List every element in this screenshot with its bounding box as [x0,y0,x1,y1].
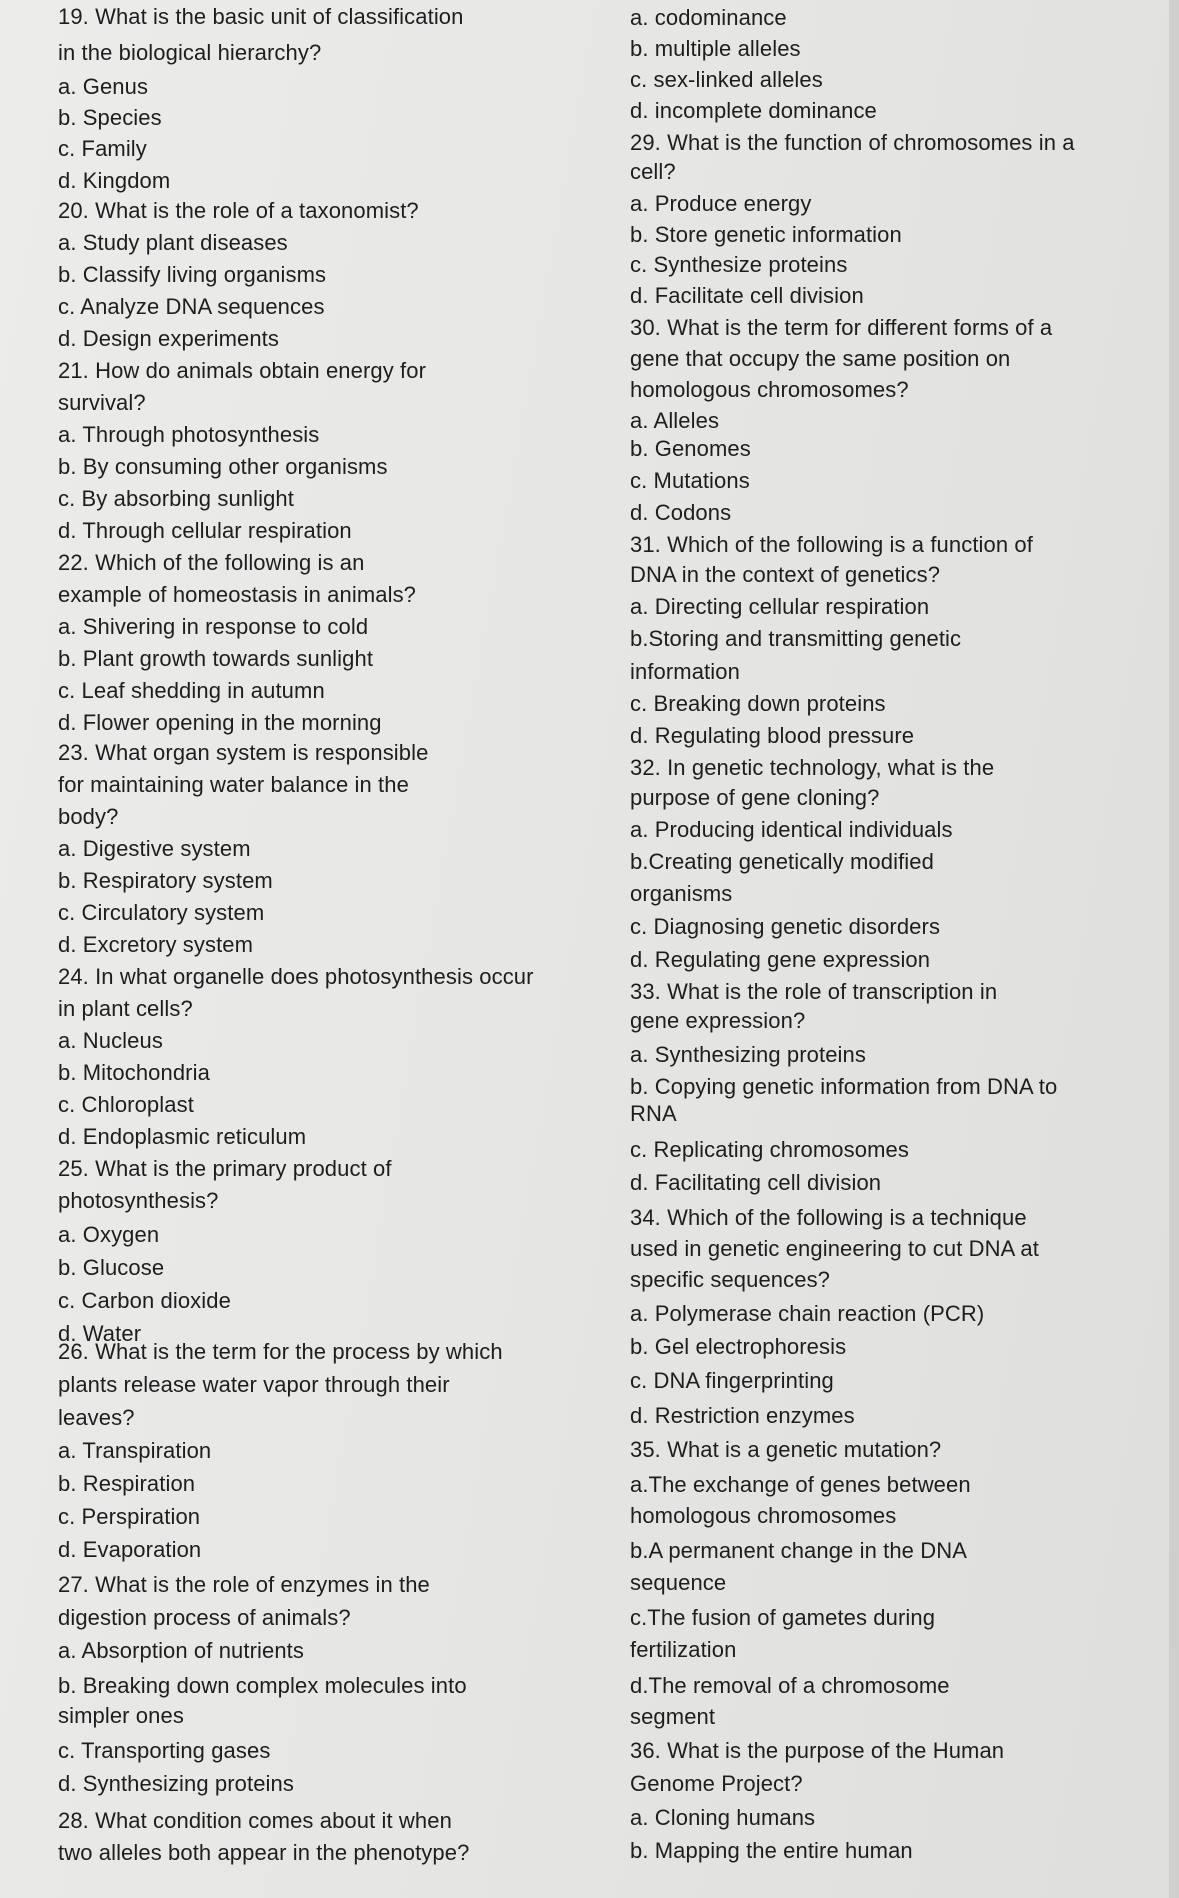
option-line: d. Facilitating cell division [630,1170,882,1195]
question-36-line-2: Genome Project? [630,1771,803,1796]
question-23-line-2: for maintaining water balance in the [58,772,409,797]
option-line: c. Family [58,136,147,161]
option-line: a. Polymerase chain reaction (PCR) [630,1301,985,1326]
option-line: a. Directing cellular respiration [630,594,930,619]
option-line: b. Genomes [630,436,751,461]
option-line: d. Evaporation [58,1537,202,1562]
question-26-line-2: plants release water vapor through their [58,1372,450,1397]
option-line: b. Copying genetic information from DNA to [630,1074,1058,1099]
option-line: b.Creating genetically modified [630,849,934,874]
option-line: b. multiple alleles [630,36,801,61]
question-26-line-1: 26. What is the term for the process by which [58,1339,503,1364]
option-line: a. codominance [630,5,787,30]
option-line: d. Restriction enzymes [630,1403,855,1428]
option-line: a. Oxygen [58,1222,160,1247]
question-22-line-1: 22. Which of the following is an [58,550,365,575]
option-line-continued: sequence [630,1570,727,1595]
option-line-continued: organisms [630,881,733,906]
option-line: d. Kingdom [58,168,171,193]
option-line: b. Mapping the entire human [630,1838,913,1863]
option-line: b. Classify living organisms [58,262,327,287]
option-line: a. Genus [58,74,149,99]
option-line: c. sex-linked alleles [630,67,823,92]
option-line: c. Analyze DNA sequences [58,294,325,319]
question-34-line-2: used in genetic engineering to cut DNA at [630,1236,1039,1261]
option-line: d. Water [58,1321,142,1346]
question-29-line-2: cell? [630,159,676,184]
option-line: d. Facilitate cell division [630,283,864,308]
option-line: d. Through cellular respiration [58,518,352,543]
option-line: b. Plant growth towards sunlight [58,646,374,671]
option-line: a. Absorption of nutrients [58,1638,304,1663]
question-24-line-1: 24. In what organelle does photosynthesis occur [58,964,534,989]
option-line: a. Producing identical individuals [630,817,953,842]
question-22-line-2: example of homeostasis in animals? [58,582,417,607]
question-30-line-2: gene that occupy the same position on [630,346,1011,371]
option-line: b. By consuming other organisms [58,454,388,479]
question-30-line-3: homologous chromosomes? [630,377,909,402]
question-25-line-1: 25. What is the primary product of [58,1156,392,1181]
question-28-line-1: 28. What condition comes about it when [58,1808,452,1833]
option-line: c. Chloroplast [58,1092,194,1117]
question-34-line-3: specific sequences? [630,1267,831,1292]
option-line: a. Synthesizing proteins [630,1042,866,1067]
option-line: d. Regulating gene expression [630,947,931,972]
question-33-line-2: gene expression? [630,1008,806,1033]
question-21-line-1: 21. How do animals obtain energy for [58,358,427,383]
option-line: c. Circulatory system [58,900,265,925]
question-33-line-1: 33. What is the role of transcription in [630,979,998,1004]
question-32-line-2: purpose of gene cloning? [630,785,880,810]
option-line: d. Design experiments [58,326,279,351]
option-line: a.The exchange of genes between [630,1472,971,1497]
option-line: c. Perspiration [58,1504,201,1529]
option-line: a. Through photosynthesis [58,422,320,447]
page-edge [1169,0,1179,1898]
option-line-continued: homologous chromosomes [630,1503,897,1528]
question-26-line-3: leaves? [58,1405,135,1430]
question-24-line-2: in plant cells? [58,996,193,1021]
question-21-line-2: survival? [58,390,146,415]
question-30-line-1: 30. What is the term for different forms of a [630,315,1053,340]
option-line: c. Synthesize proteins [630,252,848,277]
option-line: d. Regulating blood pressure [630,723,915,748]
option-line: c. Transporting gases [58,1738,271,1763]
option-line: b. Breaking down complex molecules into [58,1673,467,1698]
question-27-line-2: digestion process of animals? [58,1605,351,1630]
question-32-line-1: 32. In genetic technology, what is the [630,755,995,780]
option-line: b.A permanent change in the DNA [630,1538,967,1563]
option-line: b. Store genetic information [630,222,902,247]
question-29-line-1: 29. What is the function of chromosomes in a [630,130,1075,155]
question-27-line-1: 27. What is the role of enzymes in the [58,1572,430,1597]
option-line: a. Digestive system [58,836,251,861]
option-line: c. By absorbing sunlight [58,486,294,511]
option-line-continued: segment [630,1704,716,1729]
option-line: a. Alleles [630,408,720,433]
question-23-line-1: 23. What organ system is responsible [58,740,429,765]
option-line: b. Respiration [58,1471,196,1496]
question-36-line-1: 36. What is the purpose of the Human [630,1738,1005,1763]
question-28-line-2: two alleles both appear in the phenotype? [58,1840,470,1865]
option-line: a. Produce energy [630,191,812,216]
option-line-continued: information [630,659,740,684]
option-line: d. Excretory system [58,932,254,957]
option-line: d. Codons [630,500,732,525]
question-19-line-1: 19. What is the basic unit of classification [58,4,464,29]
option-line: simpler ones [58,1703,184,1728]
option-line: c.The fusion of gametes during [630,1605,936,1630]
option-line: d. incomplete dominance [630,98,877,123]
option-line: c. Carbon dioxide [58,1288,231,1313]
question-19-line-2: in the biological hierarchy? [58,40,322,65]
option-line: b. Mitochondria [58,1060,210,1085]
option-line: d. Synthesizing proteins [58,1771,294,1796]
question-20: 20. What is the role of a taxonomist? [58,198,419,223]
option-line: c. Mutations [630,468,750,493]
option-line: a. Cloning humans [630,1805,816,1830]
question-23-line-3: body? [58,804,119,829]
option-line: b. Species [58,105,162,130]
option-line: c. DNA fingerprinting [630,1368,834,1393]
option-line: b. Respiratory system [58,868,273,893]
question-34-line-1: 34. Which of the following is a technique [630,1205,1027,1230]
option-line: c. Replicating chromosomes [630,1137,909,1162]
question-25-line-2: photosynthesis? [58,1188,219,1213]
question-35: 35. What is a genetic mutation? [630,1437,942,1462]
option-line-continued: RNA [630,1101,677,1126]
option-line: a. Shivering in response to cold [58,614,369,639]
option-line: b. Gel electrophoresis [630,1334,847,1359]
option-line: d.The removal of a chromosome [630,1673,950,1698]
option-line: c. Leaf shedding in autumn [58,678,325,703]
option-line: a. Transpiration [58,1438,212,1463]
option-line: d. Flower opening in the morning [58,710,382,735]
option-line: d. Endoplasmic reticulum [58,1124,307,1149]
option-line: c. Breaking down proteins [630,691,886,716]
option-line-continued: fertilization [630,1637,737,1662]
option-line: b.Storing and transmitting genetic [630,626,962,651]
option-line: a. Study plant diseases [58,230,288,255]
option-line: c. Diagnosing genetic disorders [630,914,941,939]
option-line: b. Glucose [58,1255,165,1280]
question-31-line-1: 31. Which of the following is a function of [630,532,1033,557]
option-line: a. Nucleus [58,1028,163,1053]
question-31-line-2: DNA in the context of genetics? [630,562,941,587]
